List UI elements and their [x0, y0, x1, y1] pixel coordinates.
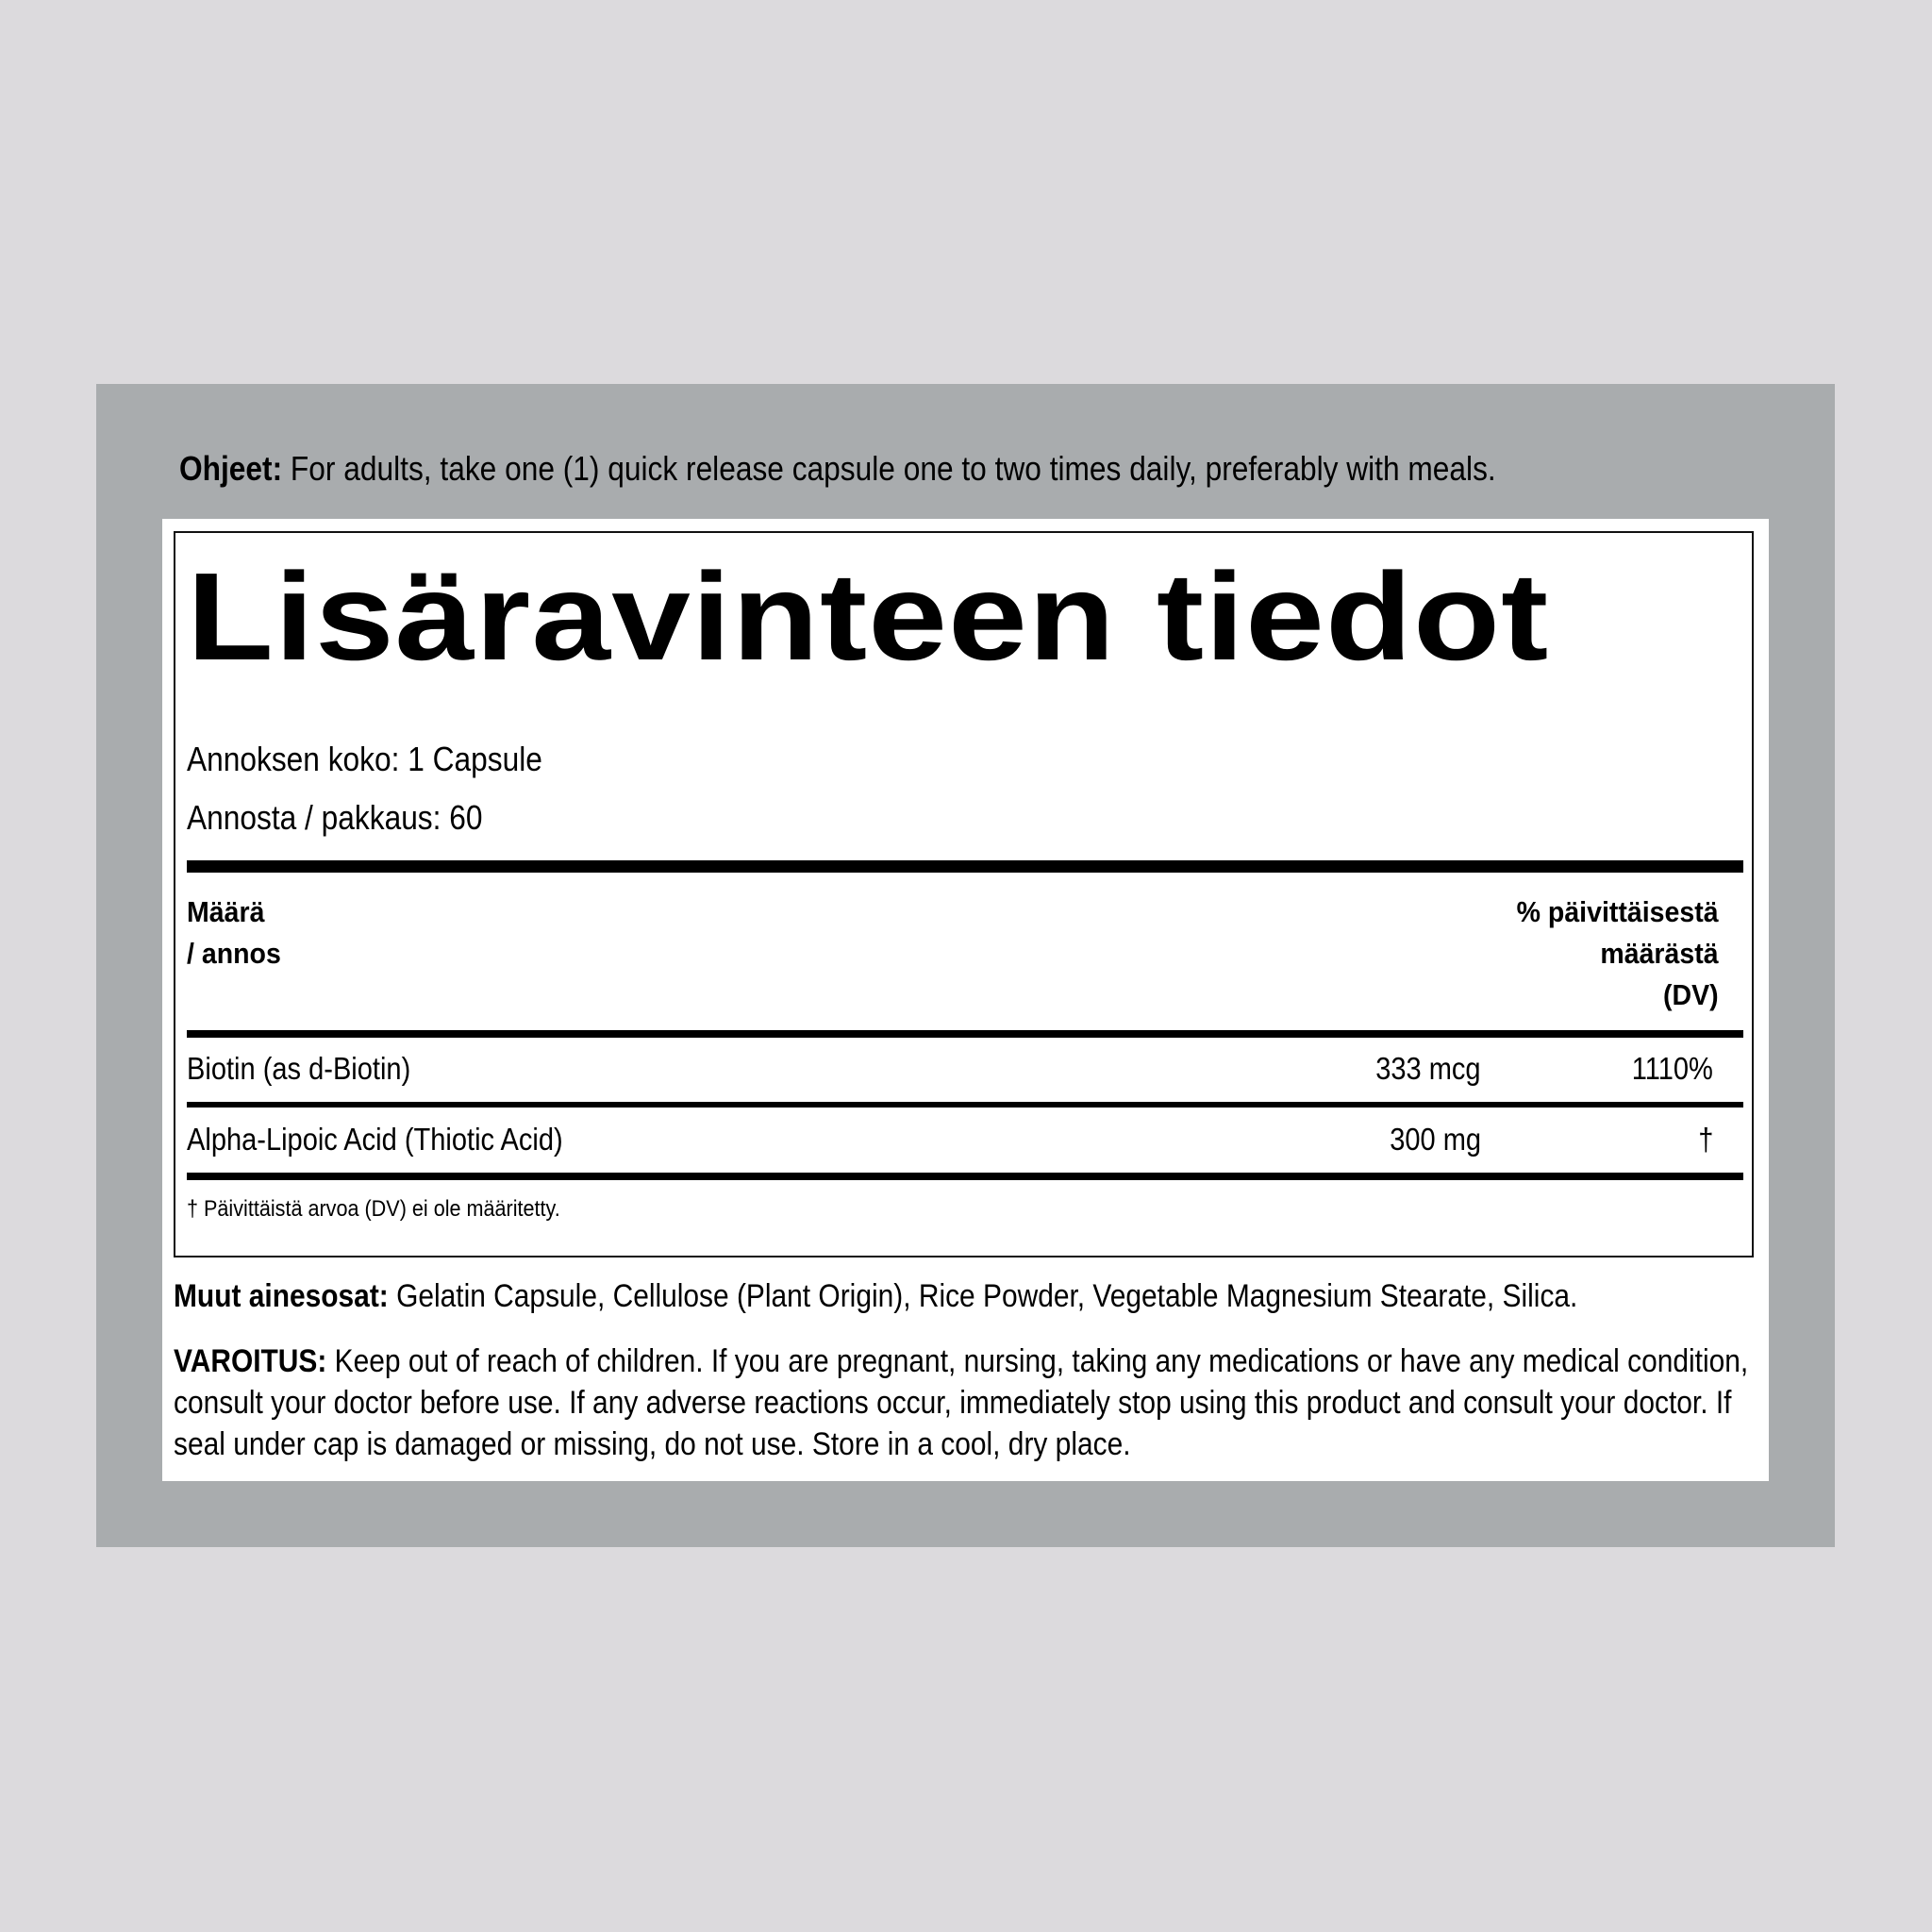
facts-title: Lisäravinteen tiedot — [187, 547, 1550, 686]
nutrient-daily-value: † — [1697, 1122, 1713, 1157]
header-rule — [187, 1030, 1743, 1038]
dv-header-line1: % päivittäisestä — [1516, 895, 1719, 928]
other-ingredients-label: Muut ainesosat: — [174, 1278, 389, 1314]
nutrient-amount: 333 mcg — [1375, 1051, 1481, 1086]
bottom-rule — [187, 1173, 1743, 1180]
nutrient-name: Biotin (as d-Biotin) — [187, 1051, 411, 1086]
amount-header-line2: / annos — [187, 937, 281, 970]
supplement-label — [162, 519, 1769, 1481]
dv-footnote: † Päivittäistä arvoa (DV) ei ole määritetty. — [187, 1196, 560, 1222]
warning-text — [174, 1341, 1755, 1465]
supplement-facts-box — [174, 531, 1754, 1257]
thick-rule — [187, 860, 1743, 873]
dv-header-line3: (DV) — [1663, 978, 1719, 1011]
other-ingredients-text: Gelatin Capsule, Cellulose (Plant Origin), Rice Powder, Vegetable Magnesium Stearate, Silica. — [388, 1278, 1578, 1314]
nutrient-row — [187, 1041, 1734, 1097]
directions-label: Ohjeet: — [179, 449, 283, 488]
dv-header-line2: määrästä — [1600, 937, 1719, 970]
row-rule — [187, 1102, 1743, 1108]
servings-per-container: Annosta / pakkaus: 60 — [187, 798, 483, 837]
daily-value-header — [1517, 891, 1719, 1016]
nutrient-row — [187, 1111, 1734, 1168]
directions-text — [179, 445, 1591, 492]
serving-size: Annoksen koko: 1 Capsule — [187, 740, 542, 778]
nutrient-name: Alpha-Lipoic Acid (Thiotic Acid) — [187, 1122, 563, 1157]
amount-header-line1: Määrä — [187, 895, 265, 928]
warning-body: Keep out of reach of children. If you are pregnant, nursing, taking any medications or have any medical condition, consult your doctor before use. If any adverse reactions occur, immediately stop using this product and consult your doctor. If seal under cap is damaged or missing, do not use. Store in a cool, dry place. — [174, 1343, 1749, 1462]
amount-per-serving-header — [187, 891, 281, 974]
directions-body: For adults, take one (1) quick release capsule one to two times daily, preferably with meals. — [282, 449, 1496, 488]
other-ingredients — [174, 1274, 1577, 1319]
nutrient-amount: 300 mg — [1390, 1122, 1481, 1157]
nutrient-daily-value: 1110% — [1631, 1051, 1713, 1086]
warning-label: VAROITUS: — [174, 1343, 327, 1379]
